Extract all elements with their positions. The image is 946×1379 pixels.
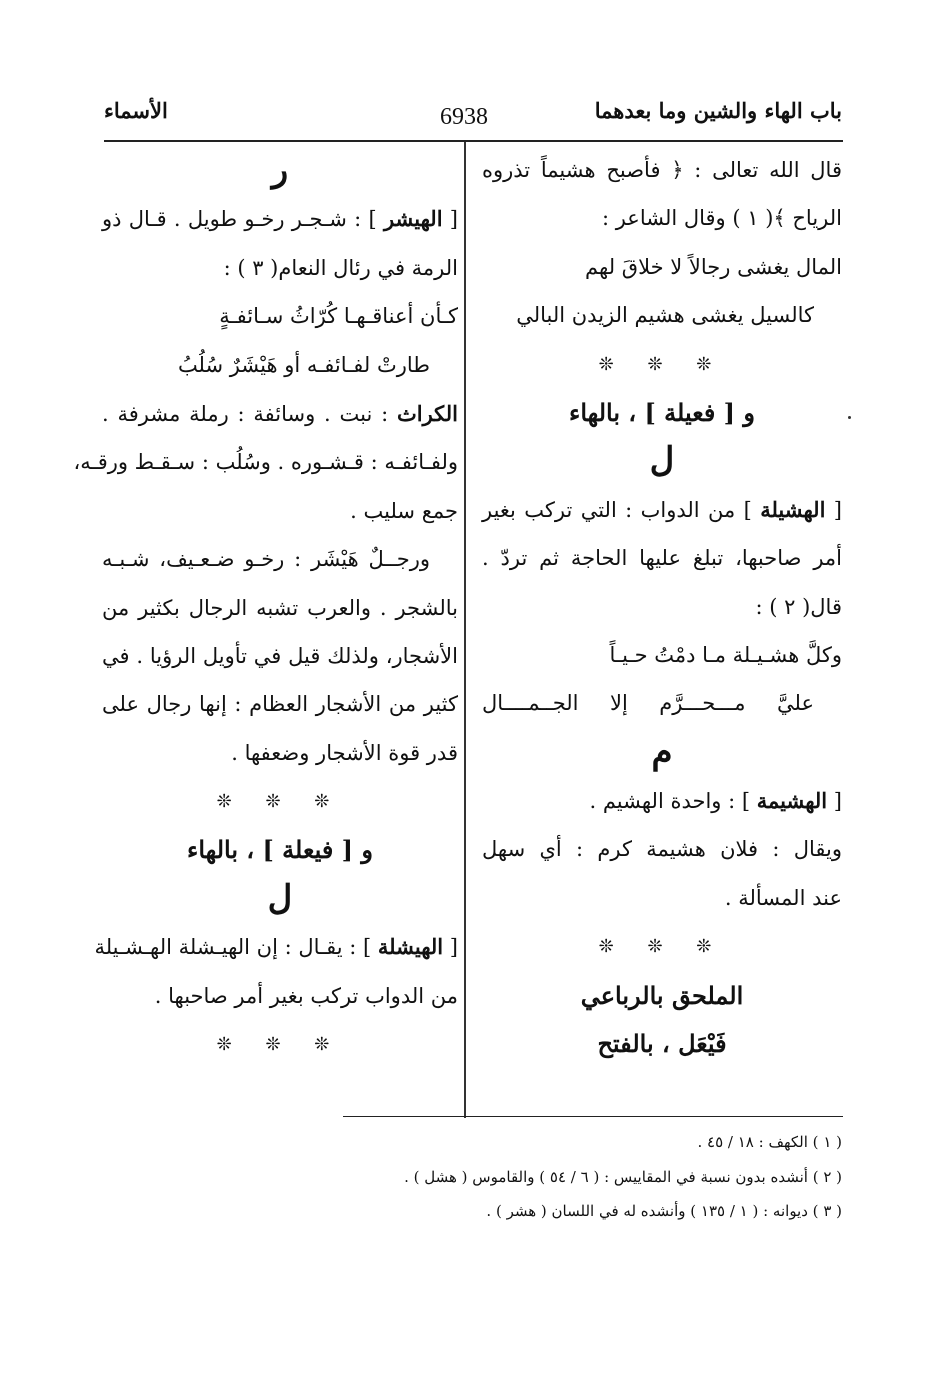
section-heading: الملحق بالرباعي	[580, 980, 744, 1010]
text-line: الرياح ﴾( ١ ) وقال الشاعر :	[601, 206, 842, 231]
right-column	[482, 158, 842, 1079]
section-heading: و [ فعيلة ] ، بالهاء	[569, 397, 755, 427]
section-separator: ❊ ❊ ❊	[216, 791, 344, 813]
text-line: الكراث : نبت . وسائفة : رملة مشرفة .	[102, 400, 458, 426]
entry-term: الهشيلة	[760, 496, 826, 522]
section-separator: ❊ ❊ ❊	[598, 353, 726, 375]
verse-line: المال يغشى رجالاً لا خلاقَ لهم	[585, 254, 842, 279]
left-column	[73, 150, 458, 1080]
entry-term: الهيشلة	[377, 934, 444, 960]
text-line: قال( ٢ ) :	[755, 594, 842, 619]
section-heading: فَيْعَل ، بالفتح	[597, 1029, 727, 1059]
text-line: أمر صاحبها، تبلغ عليها الحاجة ثم تردّ .	[482, 546, 842, 571]
entry-term: الهيشر	[383, 206, 443, 232]
letter-heading: ل	[267, 877, 293, 918]
verse-line: كالسيل يغشى هشيم الزيدن البالي	[516, 303, 814, 328]
footnote-rule	[343, 1116, 843, 1117]
entry-term: الكراث	[396, 400, 458, 426]
text-line: قال الله تعالى : ﴿ فأصبح هشيماً تذروه	[482, 158, 842, 182]
entry-term: الهشيمة	[756, 788, 828, 814]
entry-line: [ الهيشلة ] : يقـال : إن الهيـشلة الهـشـيلة	[94, 934, 458, 960]
stray-mark	[848, 416, 851, 419]
footnote: ( ٣ ) ديوانه : ( ١ / ١٣٥ ) وأنشده له في اللسان ( هشر ) .	[486, 1202, 842, 1220]
verse-line: كـأن أعناقـهـا كُرّاثُ سـائفـةٍ	[219, 304, 458, 329]
text-line: ورجــلٌ هَيْشَر : رخـو ضـعـيف، شـبـه	[102, 547, 430, 572]
verse-line: طارتْ لفـائفـه أو هَيْشَرٌ سُلُبُ	[177, 352, 430, 377]
entry-line: [ الهيشر ] : شـجـر رخـو طويل . قـال ذو	[102, 206, 458, 232]
text-line: ويقال : فلان هشيمة كرم : أي سهل	[482, 837, 842, 862]
letter-heading: م	[651, 731, 673, 772]
footnote: ( ١ ) الكهف : ١٨ / ٤٥ .	[697, 1133, 842, 1151]
column-divider	[464, 142, 466, 1118]
letter-heading: ل	[649, 440, 675, 481]
page-number: 6938	[440, 104, 488, 130]
footnote: ( ٢ ) أنشده بدون نسبة في المقاييس : ( ٦ / ٥٤ ) والقاموس ( هشل ) .	[404, 1168, 842, 1186]
section-separator: ❊ ❊ ❊	[598, 936, 726, 958]
text-line: جمع سليب .	[350, 498, 458, 523]
text-line: الرمة في رئال النعام( ٣ ) :	[223, 255, 458, 280]
letter-heading: ر	[271, 150, 289, 190]
entry-line: [ الهشيمة ] : واحدة الهشيم .	[589, 788, 842, 814]
text-line: الأشجار، ولذلك قيل في تأويل الرؤيا . في	[102, 643, 458, 668]
text-line: ولفـائفـه : قـشـوره . وسُلُب : سـقـط ورقـه،	[73, 450, 458, 475]
text-line: عند المسألة .	[724, 885, 842, 910]
running-header-chapter: باب الهاء والشين وما بعدهما	[594, 98, 842, 123]
text-line: كثير من الأشجار العظام : إنها رجال على	[102, 692, 458, 717]
text-line: بالشجر . والعرب تشبه الرجال بكثير من	[102, 595, 458, 620]
entry-line: [ الهشيلة ] من الدواب : التي تركب بغير	[482, 496, 842, 522]
running-header-section: الأسماء	[104, 98, 168, 123]
text-line: من الدواب تركب بغير أمر صاحبها .	[154, 983, 458, 1008]
section-heading: و [ فيعلة ] ، بالهاء	[187, 835, 373, 865]
verse-line: وكلَّ هشـيـلة مـا دمْتُ حـيـاً	[609, 642, 842, 667]
section-separator: ❊ ❊ ❊	[216, 1034, 344, 1056]
header-rule	[104, 140, 843, 142]
text-line: قدر قوة الأشجار وضعفها .	[231, 740, 458, 765]
verse-line: عليَّ مـــحـــرَّم إلا الجــمــــال	[482, 691, 814, 716]
